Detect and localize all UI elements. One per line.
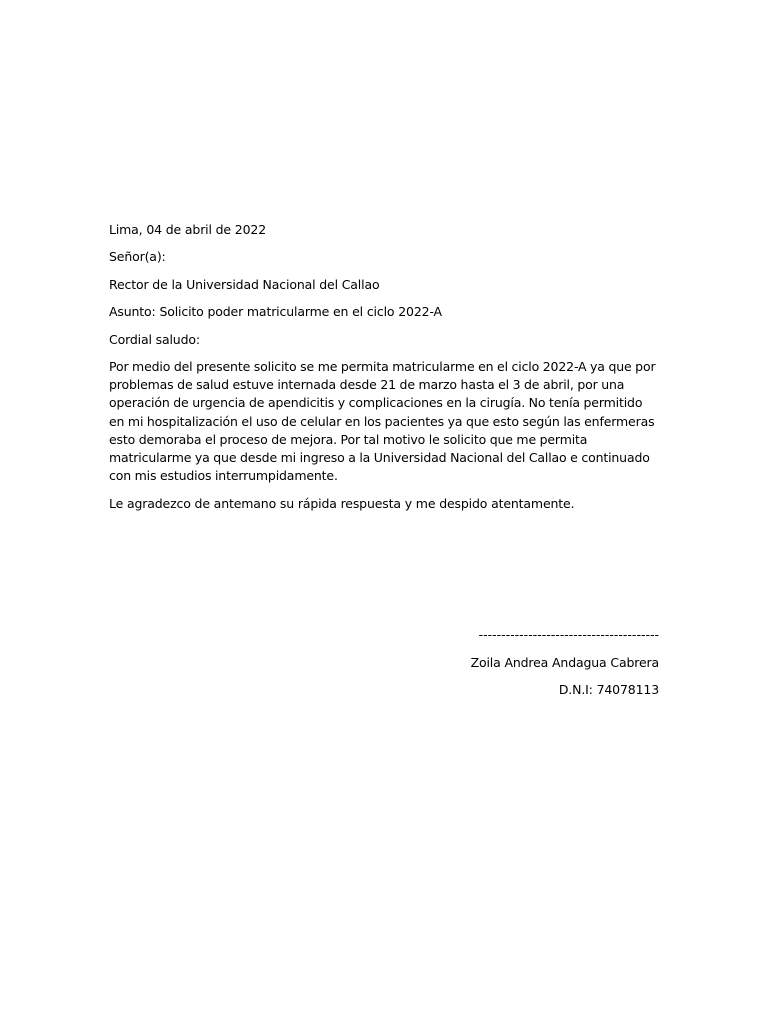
signature-line: ---------------------------------------- xyxy=(478,627,659,642)
closing-paragraph: Le agradezco de antemano su rápida respuesta y me despido atentamente. xyxy=(109,495,575,511)
recipient: Rector de la Universidad Nacional del Callao xyxy=(109,276,380,292)
signer-dni: D.N.I: 74078113 xyxy=(558,682,659,697)
letter-body xyxy=(109,221,661,522)
greeting: Cordial saludo: xyxy=(109,331,200,347)
salutation-title: Señor(a): xyxy=(109,249,166,265)
signature-block xyxy=(359,626,659,699)
body-paragraph: Por medio del presente solicito se me permita matricularme en el ciclo 2022-A ya que por problemas de salud estuve internada desde 21 de marzo hasta el 3 de abril, por una operación de urgencia de apendicitis y complicaciones en la cirugía. No tenía permitido en mi hospitalización el uso de celular en los pacientes ya que esto según las enfermeras esto demoraba el proceso de mejora. Por tal motivo le solicito que me permita matricularme ya que desde mi ingreso a la Universidad Nacional del Callao e continuado con mis estudios interrumpidamente. xyxy=(109,358,656,484)
subject-line: Asunto: Solicito poder matricularme en el ciclo 2022-A xyxy=(109,304,442,320)
place-date: Lima, 04 de abril de 2022 xyxy=(109,222,267,237)
signer-name: Zoila Andrea Andagua Cabrera xyxy=(470,655,659,670)
